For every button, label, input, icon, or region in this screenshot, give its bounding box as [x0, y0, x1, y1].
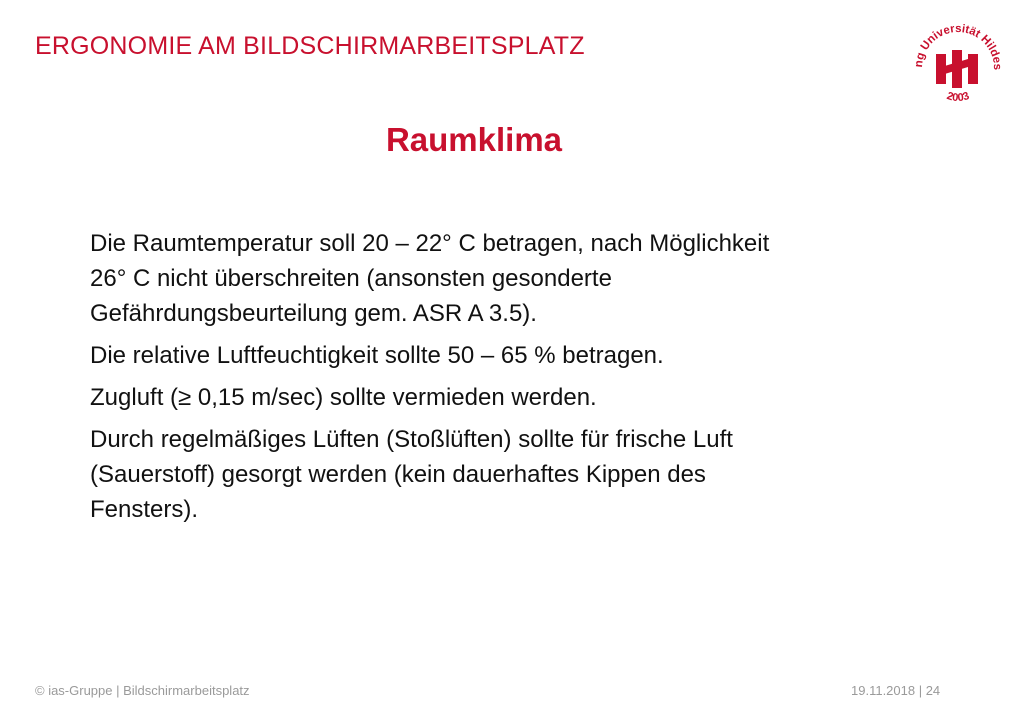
slide-title: Raumklima [385, 121, 563, 158]
header-title: ERGONOMIE AM BILDSCHIRMARBEITSPLATZ [35, 32, 585, 60]
slide-body [90, 226, 790, 534]
logo-year-text: 2003 [945, 90, 971, 105]
university-logo [908, 18, 1008, 118]
paragraph-draft: Zugluft (≥ 0,15 m/sec) sollte vermieden werden. [90, 384, 597, 411]
paragraph-humidity: Die relative Luftfeuchtigkeit sollte 50 – 65 % betragen. [90, 342, 664, 369]
paragraph-ventilation: Durch regelmäßiges Lüften (Stoßlüften) sollte für frische Luft (Sauerstoff) gesorgt werden (kein dauerhaftes Kippen des Fensters). [90, 426, 733, 523]
footer-date-page: 19.11.2018 | 24 [851, 683, 941, 698]
logo-ring-text: ng Universität Hildes [912, 22, 1004, 71]
footer-copyright: © ias-Gruppe | Bildschirmarbeitsplatz [35, 683, 250, 698]
logo-h-mark [936, 50, 978, 88]
paragraph-room-temperature: Die Raumtemperatur soll 20 – 22° C betragen, nach Möglichkeit 26° C nicht überschreiten (ansonsten gesonderte Gefährdungsbeurteilung gem. ASR A 3.5). [90, 230, 770, 327]
